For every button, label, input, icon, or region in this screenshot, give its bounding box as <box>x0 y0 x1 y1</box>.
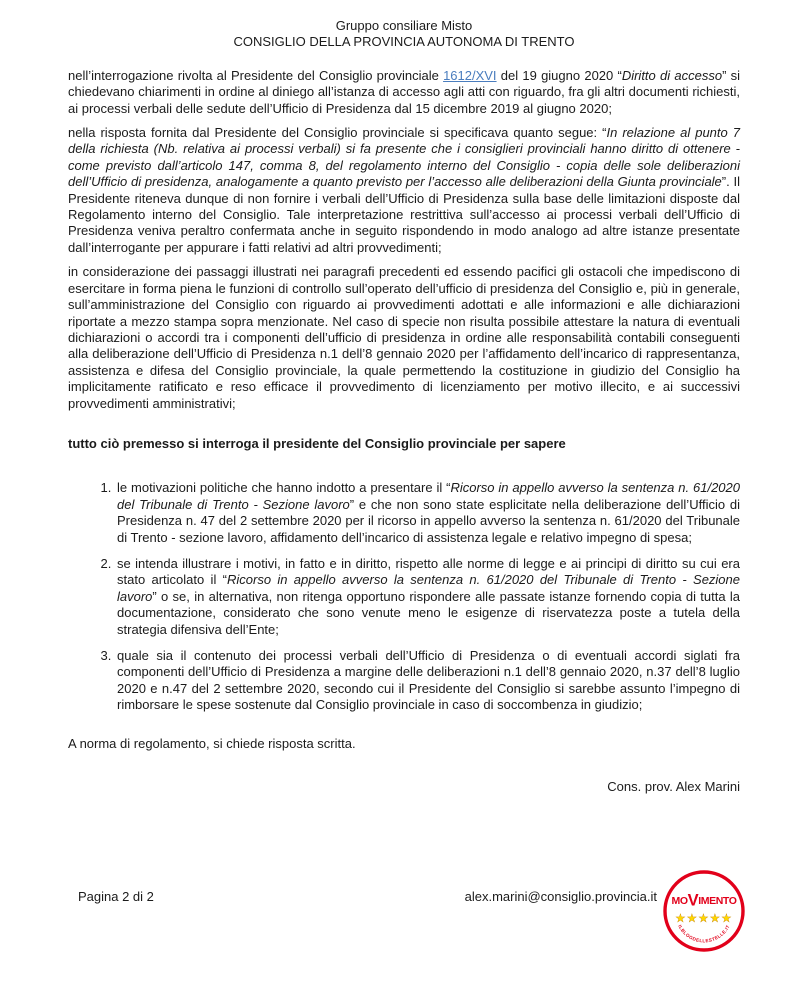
document-header <box>68 18 740 51</box>
logo-arc-textpath: ILBLOGDELLESTELLE.IT <box>677 923 731 944</box>
question-item-1 <box>115 480 740 546</box>
logo-word-imento: IMENTO <box>698 895 737 907</box>
closing-statement: A norma di regolamento, si chiede risposta scritta. <box>68 735 356 751</box>
logo-word-v: V <box>687 891 699 910</box>
signature: Cons. prov. Alex Marini <box>607 779 740 795</box>
logo-word-mo: MO <box>671 895 688 907</box>
quoted-italic-text: Diritto di accesso <box>621 67 723 83</box>
paragraph-risposta <box>68 125 740 256</box>
body-text-segment: le motivazioni politiche che hanno indotto a presentare il “ <box>117 480 451 496</box>
paragraph-considerazione <box>68 264 740 412</box>
logo-five-stars: ★★★★★ <box>675 913 733 925</box>
movimento-5-stelle-logo-svg <box>662 869 746 953</box>
body-text-segment: ” si chiedevano chiarimenti in ordine al diniego all’istanza di accesso agli atti con riguardo, fra gli altri documenti richiesti, ai processi verbali delle sedute dell’Ufficio di Presidenza dal 15 dicembre 2019 al giugno 2020; <box>68 67 741 116</box>
header-institution-name: CONSIGLIO DELLA PROVINCIA AUTONOMA DI TRENTO <box>233 34 575 50</box>
page-number: Pagina 2 di 2 <box>78 889 154 904</box>
interroga-heading: tutto ciò premesso si interroga il presidente del Consiglio provinciale per sapere <box>68 435 566 451</box>
body-text-segment: in considerazione dei passaggi illustrati nei paragrafi precedenti ed essendo pacifici gli ostacoli che impediscono di esercitare in forma piena le funzioni di controllo sull’operato dell’ufficio di presidenza del Consiglio e, più in generale, sull’amministrazione del Consiglio con riguardo ai provvedimenti adottati e alle informazioni e alle dichiarazioni riportate a mezzo stampa sopra menzionate. Nel caso di specie non risulta possibile attestare la natura di eventuali dichiarazioni o accordi tra i componenti dell’ufficio di presidenza in ordine alle responsabilità contabili conseguenti alla deliberazione dell’Ufficio di Presidenza n.1 dell’8 gennaio 2020 per l’affidamento dell’incarico di rappresentanza, assistenza e difesa del Consiglio provinciale, la quale permettendo la costituzione in giudizio del Consiglio ha implicitamente ratificato e reso efficace il provvedimento di licenziamento per motivo illecito, e ai successivi provvedimenti amministrativi; <box>68 264 740 411</box>
document-reference-link[interactable]: 1612/XVI <box>443 67 497 83</box>
body-text-segment: del 19 giugno 2020 “ <box>496 67 622 83</box>
logo-movimento-text <box>672 892 737 910</box>
question-item-3 <box>115 648 740 714</box>
paragraph-interrogazione <box>68 68 740 117</box>
body-text-segment: se intenda illustrare i motivi, in fatto e in diritto, rispetto alle norme di legge e ai principi di diritto su cui era stato articolato il “ <box>117 555 740 588</box>
logo-ring <box>665 872 743 950</box>
body-text-segment: ” e che non sono state esplicitate nella deliberazione dell’Ufficio di Presidenza n. 47 del 2 settembre 2020 per il ricorso in appello avverso la sentenza n. 61/2020 del Tribunale di Trento - sezione lavoro, affidamento dell’incarico di assistenza legale e relativo impegno di spesa; <box>117 496 740 545</box>
quoted-italic-text: Ricorso in appello avverso la sentenza n. 61/2020 del Tribunale di Trento - Sezione lavoro <box>117 480 740 512</box>
document-body <box>68 68 740 796</box>
body-text-segment: ” o se, in alternativa, non ritenga opportuno rispondere alle passate istanze fornendo copia di tutta la documentazione, considerato che sono venute meno le esigenze di riservatezza poste a tutela della strategia difensiva dell’Ente; <box>117 588 740 637</box>
quoted-italic-text: Ricorso in appello avverso la sentenza n. 61/2020 del Tribunale di Trento - Sezione lavoro <box>117 572 740 604</box>
body-text-segment: nella risposta fornita dal Presidente del Consiglio provinciale si specificava quanto segue: “ <box>68 125 607 141</box>
question-item-2 <box>115 556 740 638</box>
movimento-5-stelle-logo <box>662 869 746 953</box>
questions-list <box>68 480 740 713</box>
header-group-name: Gruppo consiliare Misto <box>335 18 473 33</box>
body-text-segment: nell’interrogazione rivolta al Presidente del Consiglio provinciale <box>68 67 444 83</box>
footer-email: alex.marini@consiglio.provincia.it <box>464 889 657 904</box>
quoted-italic-text: In relazione al punto 7 della richiesta (Nb. relativa ai processi verbali) si fa presente che i consiglieri provinciali hanno diritto di ottenere - come previsto dall’articolo 147, comma 8, del regolamento interno del Consiglio - copia delle sole deliberazioni dell’Ufficio di presidenza, analogamente a quanto previsto per l’accesso alle deliberazioni della Giunta provinciale <box>68 125 740 190</box>
body-text-segment: ”. Il Presidente riteneva dunque di non fornire i verbali dell’Ufficio di Presidenza sulla base delle limitazioni disposte dal Regolamento interno del Consiglio. Tale interpretazione restrittiva sull’accesso ai processi verbali dell’Ufficio di Presidenza veniva peraltro confermata anche in seguito rispondendo in modo analogo ad altre istanze presentate dall’interrogante per appurare i fatti relativi ad altri provvedimenti; <box>68 174 741 255</box>
body-text-segment: quale sia il contenuto dei processi verbali dell’Ufficio di Presidenza o di eventuali accordi siglati fra componenti dell’Ufficio di Presidenza a margine delle deliberazioni n.1 dell’8 gennaio 2020, n.37 dell’8 luglio 2020 e n.47 del 2 settembre 2020, secondo cui il Presidente del Consiglio si sarebbe assunto l’impegno di rimborsare le spese sostenute dal Consiglio provinciale in caso di soccombenza in giudizio; <box>117 648 740 713</box>
